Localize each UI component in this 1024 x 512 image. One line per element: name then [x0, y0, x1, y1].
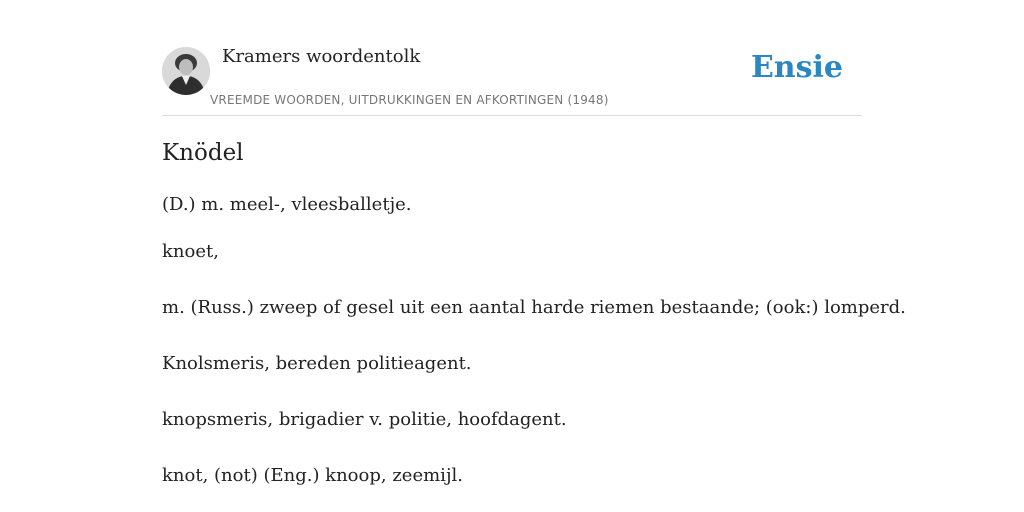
page: [162, 0, 906, 512]
entry-item: knot, (not) (Eng.) knoop, zeemijl.: [162, 465, 463, 486]
dictionary-title[interactable]: Kramers woordentolk: [222, 46, 421, 67]
definition-text: (D.) m. meel-, vleesballetje.: [162, 194, 412, 215]
entry-term: knoet,: [162, 241, 219, 262]
header: [162, 0, 862, 116]
ensie-logo-link[interactable]: Ensie: [750, 50, 843, 85]
dictionary-subtitle: VREEMDE WOORDEN, UITDRUKKINGEN EN AFKORTINGEN (1948): [210, 93, 609, 107]
entry-item: Knolsmeris, bereden politieagent.: [162, 353, 472, 374]
portrait-icon: [162, 47, 210, 95]
avatar[interactable]: [162, 47, 210, 95]
page-title: Knödel: [162, 140, 244, 166]
entry-item: knopsmeris, brigadier v. politie, hoofdagent.: [162, 409, 567, 430]
entry-definition: m. (Russ.) zweep of gesel uit een aantal harde riemen bestaande; (ook:) lomperd.: [162, 297, 906, 318]
